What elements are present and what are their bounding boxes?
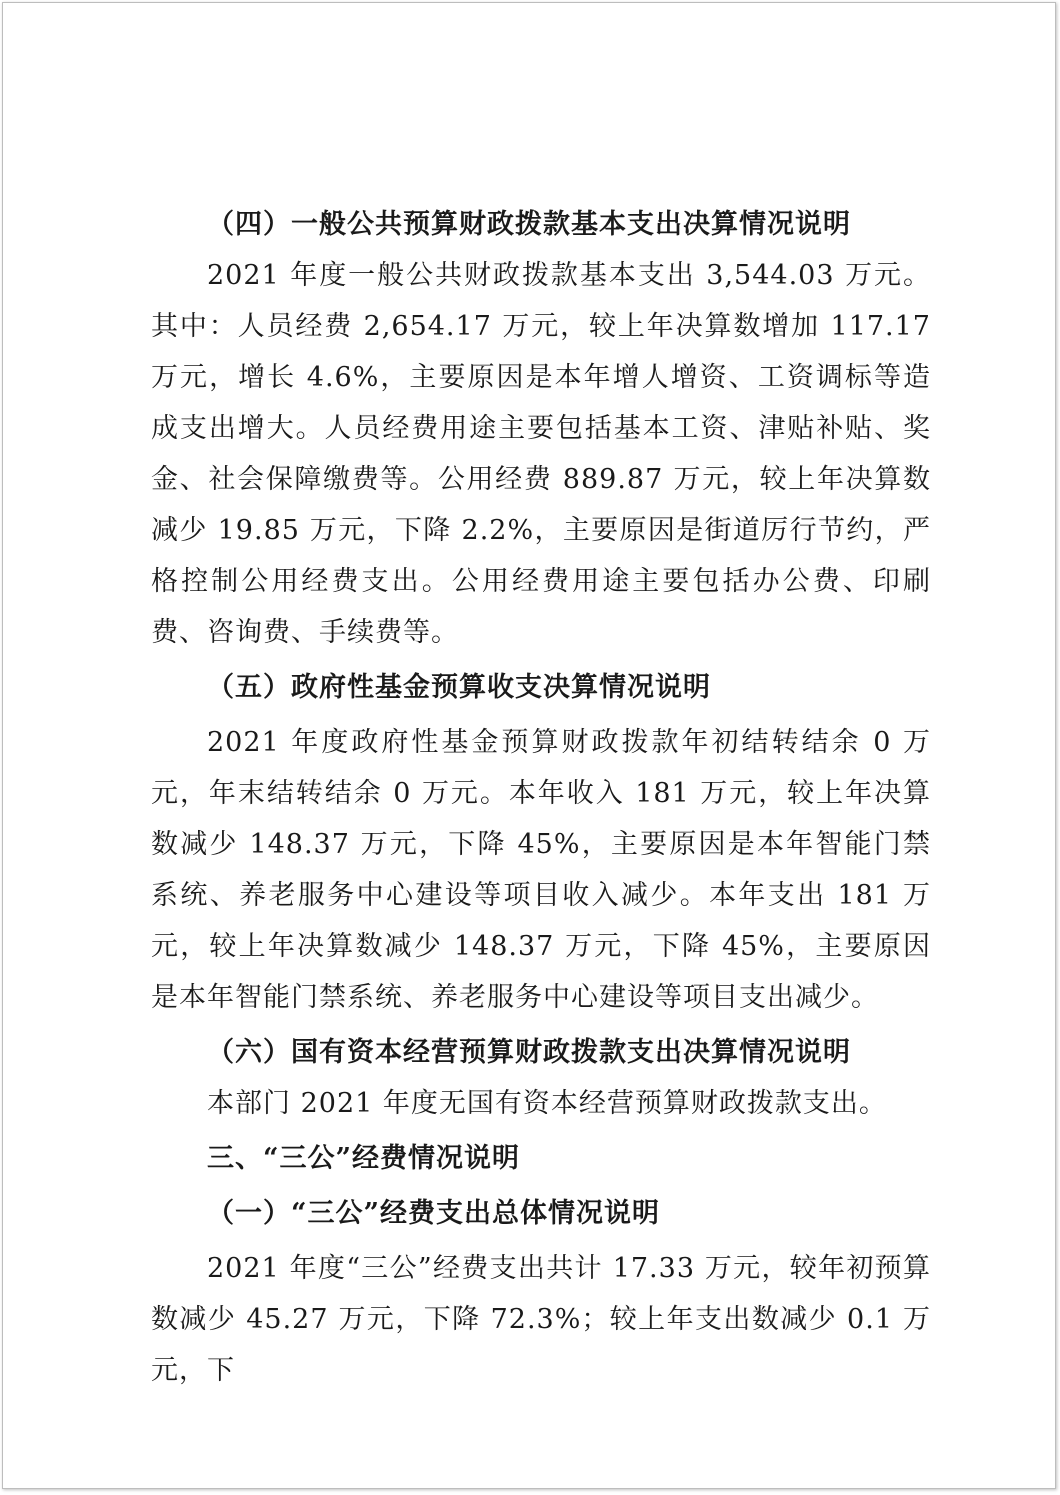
section-body-4: 2021 年度一般公共财政拨款基本支出 3,544.03 万元。其中：人员经费 2,654.17 万元，较上年决算数增加 117.17 万元，增长 4.6%，主要原因是本年增人增资、工资调标等造成支出增大。人员经费用途主要包括基本工资、津贴补贴、奖金、社会保障缴费等。公用经费 889.87 万元，较上年决算数减少 19.85 万元，下降 2.2%，主要原因是街道厉行节约，严格控制公用经费支出。公用经费用途主要包括办公费、印刷费、咨询费、手续费等。 bbox=[151, 260, 931, 648]
section-heading-5: （五）政府性基金预算收支决算情况说明 bbox=[207, 672, 711, 703]
section-body-5: 2021 年度政府性基金预算财政拨款年初结转结余 0 万元，年末结转结余 0 万元。本年收入 181 万元，较上年决算数减少 148.37 万元，下降 45%，主要原因是本年智能门禁系统、养老服务中心建设等项目收入减少。本年支出 181 万元，较上年决算数减少 148.37 万元，下降 45%，主要原因是本年智能门禁系统、养老服务中心建设等项目支出减少。 bbox=[151, 727, 931, 1013]
section-heading-6: （六）国有资本经营预算财政拨款支出决算情况说明 bbox=[207, 1037, 851, 1068]
section-body-3-1: 2021 年度“三公”经费支出共计 17.33 万元，较年初预算数减少 45.27 万元，下降 72.3%；较上年支出数减少 0.1 万元，下 bbox=[151, 1253, 931, 1386]
document-content bbox=[151, 199, 931, 1396]
section-heading-4: （四）一般公共预算财政拨款基本支出决算情况说明 bbox=[207, 209, 851, 240]
section-body-6: 本部门 2021 年度无国有资本经营预算财政拨款支出。 bbox=[207, 1088, 887, 1119]
section-heading-3-1: （一）“三公”经费支出总体情况说明 bbox=[207, 1198, 661, 1229]
document-page bbox=[2, 2, 1056, 1489]
part-heading-3: 三、“三公”经费情况说明 bbox=[207, 1143, 521, 1174]
